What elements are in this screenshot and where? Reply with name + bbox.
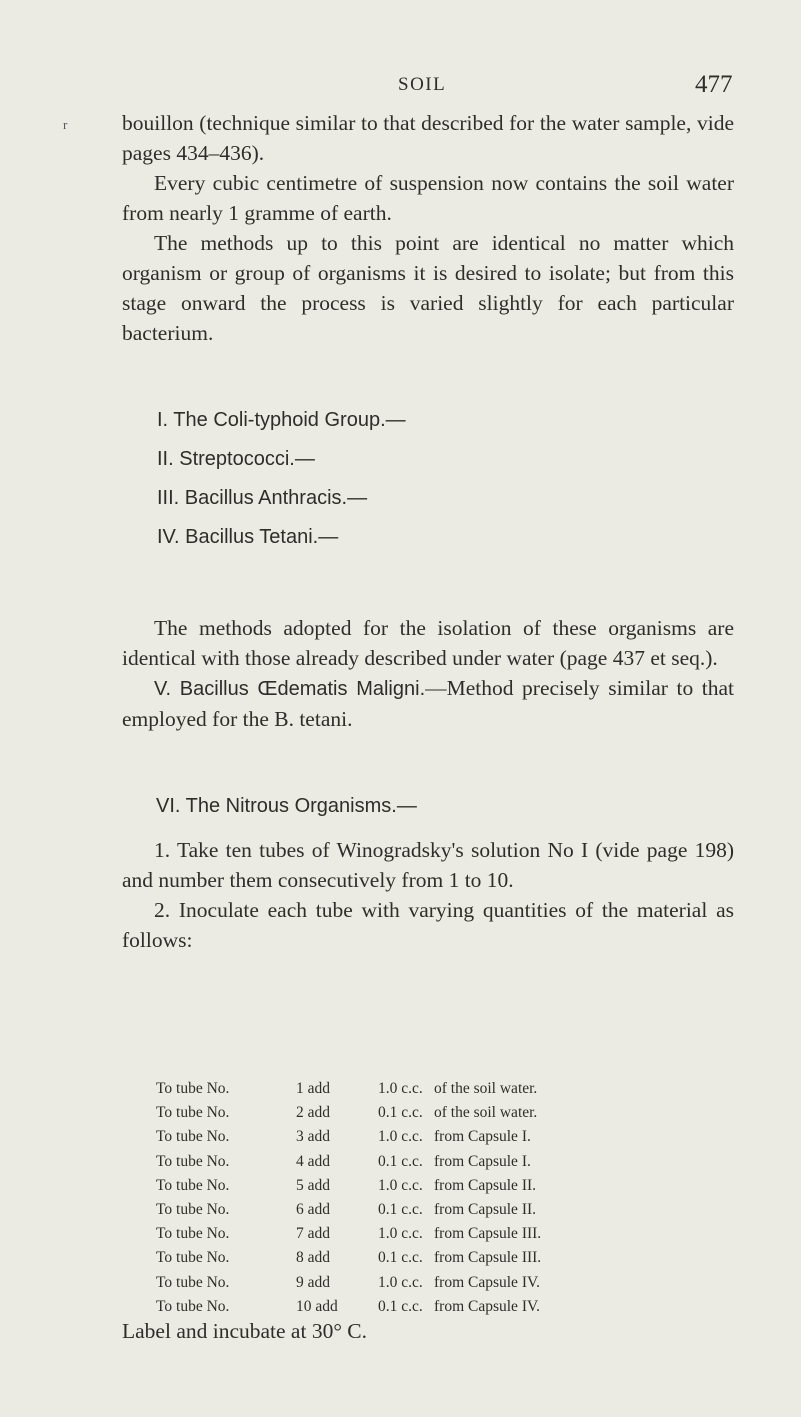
table-row: To tube No. 2 add 0.1 c.c. of the soil water.	[156, 1104, 538, 1122]
paragraph-suspension: Every cubic centimetre of suspension now contains the soil water from nearly 1 gramme of earth.	[122, 171, 734, 225]
step-2: 2. Inoculate each tube with varying quantities of the material as follows:	[122, 898, 734, 952]
inoculation-table	[156, 1077, 541, 1319]
closing-instruction: Label and incubate at 30° C.	[122, 1319, 368, 1343]
paragraph-continued: bouillon (technique similar to that described for the water sample, vide pages 434–436).	[122, 111, 734, 165]
nitrous-section	[122, 791, 734, 955]
heading-streptococci: II. Streptococci.—	[157, 448, 315, 470]
section-v-heading: V. Bacillus Œdematis Maligni.	[154, 678, 426, 700]
heading-anthracis: III. Bacillus Anthracis.—	[157, 487, 368, 509]
margin-mark: r	[63, 117, 68, 132]
table-row: To tube No. 9 add 1.0 c.c. from Capsule IV.	[156, 1273, 541, 1291]
running-head-title: SOIL	[398, 74, 447, 95]
page-number: 477	[695, 71, 733, 98]
table-row: To tube No. 7 add 1.0 c.c. from Capsule III.	[156, 1225, 542, 1243]
table-row: To tube No. 5 add 1.0 c.c. from Capsule II.	[156, 1176, 537, 1194]
methods-paragraph: The methods adopted for the isolation of these organisms are identical with those already described under water (page 437 et seq.).	[122, 616, 734, 670]
group-headings	[157, 405, 717, 552]
methods-section	[122, 613, 734, 734]
heading-nitrous-organisms: VI. The Nitrous Organisms.—	[156, 795, 417, 817]
running-head	[0, 71, 801, 104]
opening-paragraphs	[122, 108, 734, 348]
paragraph-methods-identical: The methods up to this point are identical no matter which organism or group of organisms it is desired to isolate; but from this stage onward the process is varied slightly for each particular bacterium.	[122, 231, 734, 345]
heading-coli-typhoid: I. The Coli-typhoid Group.—	[157, 409, 406, 431]
section-v	[122, 673, 734, 734]
heading-tetani: IV. Bacillus Tetani.—	[157, 526, 339, 548]
section-v-text: —Method precisely similar to that employed for the B. tetani.	[122, 676, 734, 731]
table-row: To tube No. 3 add 1.0 c.c. from Capsule I.	[156, 1128, 531, 1146]
table-row: To tube No. 4 add 0.1 c.c. from Capsule I.	[156, 1152, 531, 1170]
table-row: To tube No. 10 add 0.1 c.c. from Capsule IV.	[156, 1297, 541, 1315]
table-row: To tube No. 6 add 0.1 c.c. from Capsule II.	[156, 1201, 537, 1219]
table-row: To tube No. 1 add 1.0 c.c. of the soil water.	[156, 1080, 538, 1097]
step-1: 1. Take ten tubes of Winogradsky's solution No I (vide page 198) and number them consecutively from 1 to 10.	[122, 838, 734, 892]
table-row: To tube No. 8 add 0.1 c.c. from Capsule III.	[156, 1249, 542, 1267]
